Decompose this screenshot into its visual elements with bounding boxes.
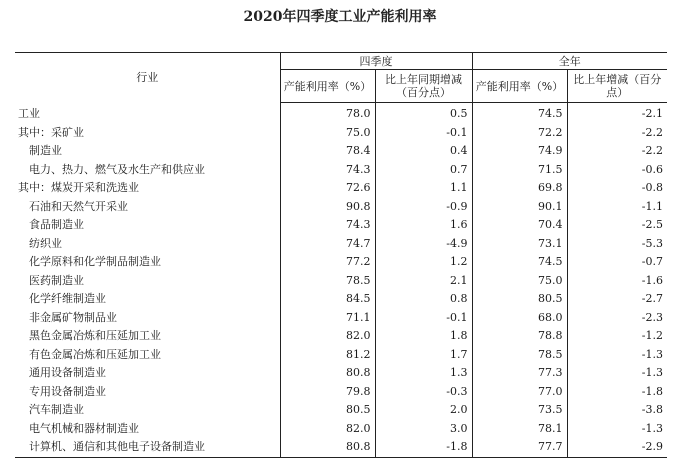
q4-change-cell: 0.7 — [375, 161, 472, 180]
year-rate-cell: 73.5 — [472, 401, 567, 420]
industry-name-cell: 有色金属冶炼和压延加工业 — [18, 347, 161, 361]
q4-rate-cell: 78.5 — [280, 272, 375, 291]
page-title: 2020年四季度工业产能利用率 — [243, 9, 437, 25]
year-rate-cell: 69.8 — [472, 179, 567, 198]
q4-change-cell: 1.3 — [375, 364, 472, 383]
year-rate-cell: 71.5 — [472, 161, 567, 180]
industry-name-cell: 汽车制造业 — [18, 403, 84, 417]
year-change-cell: -2.9 — [567, 438, 667, 457]
table-row — [15, 383, 667, 402]
q4-rate-cell: 80.5 — [280, 401, 375, 420]
year-change-cell: -2.2 — [567, 142, 667, 161]
year-rate-cell: 73.1 — [472, 235, 567, 254]
q4-change-cell: 1.6 — [375, 216, 472, 235]
q4-rate-cell: 90.8 — [280, 198, 375, 217]
year-change-cell: -2.3 — [567, 309, 667, 328]
year-change-cell: -1.6 — [567, 272, 667, 291]
year-change-cell: -1.1 — [567, 198, 667, 217]
q4-change-cell: 2.0 — [375, 401, 472, 420]
year-rate-cell: 77.0 — [472, 383, 567, 402]
year-change-cell: -1.3 — [567, 346, 667, 365]
q4-rate-cell: 78.0 — [280, 103, 375, 124]
table-row — [15, 161, 667, 180]
q4-change-cell: 1.2 — [375, 253, 472, 272]
capacity-utilization-table — [15, 52, 667, 458]
q4-rate-cell: 74.3 — [280, 216, 375, 235]
year-rate-cell: 77.3 — [472, 364, 567, 383]
q4-rate-cell: 71.1 — [280, 309, 375, 328]
q4-rate-cell: 84.5 — [280, 290, 375, 309]
year-rate-cell: 78.1 — [472, 420, 567, 439]
q4-rate-cell: 80.8 — [280, 438, 375, 457]
year-rate-cell: 72.2 — [472, 124, 567, 143]
table-row — [15, 272, 667, 291]
industry-name-cell: 化学原料和化学制品制造业 — [18, 255, 161, 269]
table-row — [15, 346, 667, 365]
table-row — [15, 327, 667, 346]
industry-name-cell: 制造业 — [18, 144, 62, 158]
industry-name-cell: 医药制造业 — [18, 273, 84, 287]
table-row — [15, 103, 667, 124]
table-row — [15, 216, 667, 235]
year-rate-cell: 74.9 — [472, 142, 567, 161]
q4-change-cell: 1.7 — [375, 346, 472, 365]
q4-rate-cell: 74.7 — [280, 235, 375, 254]
header-year-change: 比上年增减（百分点） — [567, 70, 667, 103]
table-row — [15, 253, 667, 272]
header-full-year: 全年 — [472, 53, 667, 70]
q4-change-cell: -0.1 — [375, 124, 472, 143]
industry-name-cell: 非金属矿物制品业 — [18, 310, 117, 324]
q4-rate-cell: 78.4 — [280, 142, 375, 161]
year-rate-cell: 74.5 — [472, 103, 567, 124]
table-row — [15, 124, 667, 143]
year-change-cell: -2.5 — [567, 216, 667, 235]
industry-name-cell: 纺织业 — [18, 236, 62, 250]
q4-change-cell: 1.1 — [375, 179, 472, 198]
year-change-cell: -2.7 — [567, 290, 667, 309]
q4-change-cell: -1.8 — [375, 438, 472, 457]
header-q4-rate: 产能利用率（%） — [280, 70, 375, 103]
industry-name-cell: 电力、热力、燃气及水生产和供应业 — [18, 162, 205, 176]
table-row — [15, 420, 667, 439]
q4-rate-cell: 77.2 — [280, 253, 375, 272]
year-change-cell: -2.1 — [567, 103, 667, 124]
q4-change-cell: -0.3 — [375, 383, 472, 402]
q4-rate-cell: 75.0 — [280, 124, 375, 143]
year-change-cell: -1.3 — [567, 420, 667, 439]
industry-name-cell: 专用设备制造业 — [18, 384, 106, 398]
year-rate-cell: 74.5 — [472, 253, 567, 272]
table-row — [15, 309, 667, 328]
header-q4: 四季度 — [280, 53, 472, 70]
industry-name-cell: 工业 — [18, 107, 40, 120]
q4-change-cell: -0.9 — [375, 198, 472, 217]
q4-change-cell: 0.4 — [375, 142, 472, 161]
q4-rate-cell: 82.0 — [280, 420, 375, 439]
q4-rate-cell: 82.0 — [280, 327, 375, 346]
year-change-cell: -2.2 — [567, 124, 667, 143]
table-row — [15, 235, 667, 254]
q4-change-cell: 0.5 — [375, 103, 472, 124]
q4-rate-cell: 74.3 — [280, 161, 375, 180]
q4-change-cell: -0.1 — [375, 309, 472, 328]
year-change-cell: -0.8 — [567, 179, 667, 198]
industry-name-cell: 石油和天然气开采业 — [18, 199, 128, 213]
header-year-rate: 产能利用率（%） — [472, 70, 567, 103]
q4-rate-cell: 81.2 — [280, 346, 375, 365]
year-rate-cell: 78.8 — [472, 327, 567, 346]
year-change-cell: -0.6 — [567, 161, 667, 180]
table-row — [15, 198, 667, 217]
industry-name-cell: 黑色金属冶炼和压延加工业 — [18, 329, 161, 343]
table-row — [15, 364, 667, 383]
q4-rate-cell: 72.6 — [280, 179, 375, 198]
table-row — [15, 438, 667, 457]
industry-name-cell: 计算机、通信和其他电子设备制造业 — [15, 438, 280, 457]
header-industry: 行业 — [15, 53, 280, 103]
industry-name-cell: 其中：煤炭开采和洗选业 — [18, 181, 139, 195]
table-row — [15, 401, 667, 420]
year-rate-cell: 75.0 — [472, 272, 567, 291]
q4-change-cell: 1.8 — [375, 327, 472, 346]
table-row — [15, 290, 667, 309]
header-q4-change: 比上年同期增减（百分点） — [375, 70, 472, 103]
industry-name-cell: 食品制造业 — [18, 218, 84, 232]
year-rate-cell: 77.7 — [472, 438, 567, 457]
industry-name-cell: 化学纤维制造业 — [18, 292, 106, 306]
table-row — [15, 142, 667, 161]
industry-name-cell: 其中：采矿业 — [18, 125, 84, 139]
year-rate-cell: 70.4 — [472, 216, 567, 235]
q4-change-cell: -4.9 — [375, 235, 472, 254]
industry-name-cell: 电气机械和器材制造业 — [18, 421, 139, 435]
year-change-cell: -0.7 — [567, 253, 667, 272]
year-change-cell: -3.8 — [567, 401, 667, 420]
q4-change-cell: 3.0 — [375, 420, 472, 439]
year-change-cell: -1.3 — [567, 364, 667, 383]
year-change-cell: -1.8 — [567, 383, 667, 402]
year-change-cell: -5.3 — [567, 235, 667, 254]
table-row — [15, 179, 667, 198]
year-rate-cell: 78.5 — [472, 346, 567, 365]
q4-change-cell: 0.8 — [375, 290, 472, 309]
q4-rate-cell: 79.8 — [280, 383, 375, 402]
year-change-cell: -1.2 — [567, 327, 667, 346]
q4-rate-cell: 80.8 — [280, 364, 375, 383]
industry-name-cell: 通用设备制造业 — [18, 366, 106, 380]
year-rate-cell: 68.0 — [472, 309, 567, 328]
q4-change-cell: 2.1 — [375, 272, 472, 291]
year-rate-cell: 80.5 — [472, 290, 567, 309]
year-rate-cell: 90.1 — [472, 198, 567, 217]
